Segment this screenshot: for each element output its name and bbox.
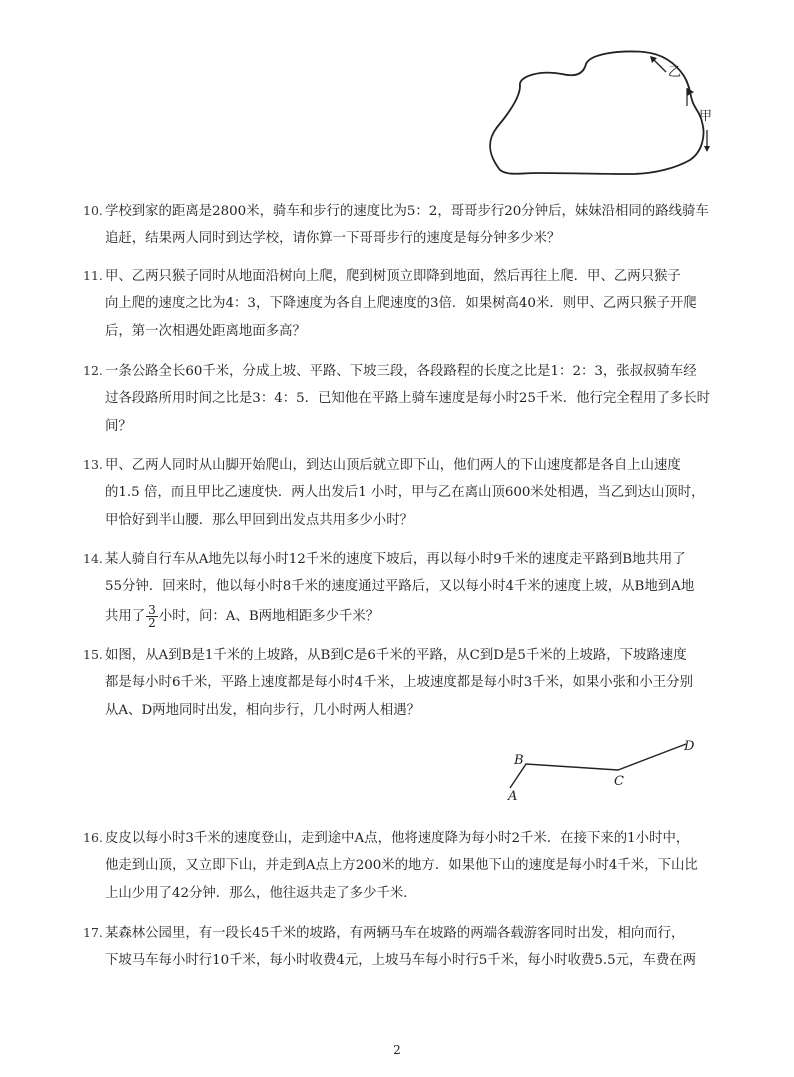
problem-number: 17. bbox=[83, 925, 103, 940]
problem-text: 甲恰好到半山腰．那么甲回到出发点共用多少小时？ bbox=[105, 513, 413, 528]
problem-text: 某森林公园里，有一段长45千米的坡路，有两辆马车在坡路的两端各载游客同时出发，相向而行， bbox=[105, 926, 685, 941]
problem-text: 间？ bbox=[105, 419, 132, 434]
problem-number: 10. bbox=[83, 203, 103, 218]
problem-text: 学校到家的距离是2800米，骑车和步行的速度比为5：2，哥哥步行20分钟后，妹妹沿相同的路线骑车 bbox=[105, 204, 709, 219]
problem-13 bbox=[83, 451, 723, 535]
point-label-d: D bbox=[684, 739, 695, 754]
problem-number: 15. bbox=[83, 647, 103, 662]
problem-text: 追赶，结果两人同时到达学校，请你算一下哥哥步行的速度是每分钟多少米？ bbox=[105, 231, 561, 246]
problem-text: 从A、D两地同时出发，相向步行，几小时两人相遇？ bbox=[105, 703, 420, 718]
fraction-denominator: 2 bbox=[148, 616, 156, 630]
problem-text: 上山少用了42分钟．那么，他往返共走了多少千米． bbox=[105, 886, 417, 901]
problem-12 bbox=[83, 357, 723, 441]
problem-15 bbox=[83, 641, 723, 725]
point-label-a: A bbox=[508, 789, 518, 804]
problem-number: 16. bbox=[83, 830, 103, 845]
loop-path-figure bbox=[480, 48, 720, 188]
point-label-b: B bbox=[514, 753, 524, 768]
problem-text: 甲、乙两人同时从山脚开始爬山，到达山顶后就立即下山，他们两人的下山速度都是各自上山速度 bbox=[105, 458, 681, 473]
problem-text: 他走到山顶，又立即下山，并走到A点上方200米的地方．如果他下山的速度是每小时4千米，下山比 bbox=[105, 858, 698, 873]
problem-14 bbox=[83, 545, 723, 633]
problem-text: 的1.5 倍，而且甲比乙速度快．两人出发后1 小时，甲与乙在离山顶600米处相遇，当乙到达山顶时， bbox=[105, 485, 705, 500]
problem-text: 一条公路全长60千米，分成上坡、平路、下坡三段，各段路程的长度之比是1：2：3，张叔叔骑车经 bbox=[105, 364, 697, 379]
slope-path bbox=[510, 744, 686, 788]
problem-text: 小时，问：A、B两地相距多少千米？ bbox=[158, 609, 380, 624]
problem-text: 过各段路所用时间之比是3：4：5．已知他在平路上骑车速度是每小时25千米．他行完全程用了多长时 bbox=[105, 391, 711, 406]
page-number: 2 bbox=[393, 1043, 401, 1057]
problem-text: 向上爬的速度之比为4：3，下降速度为各自上爬速度的3倍．如果树高40米．则甲、乙两只猴子开爬 bbox=[105, 296, 697, 311]
jia-arrowhead bbox=[704, 146, 710, 152]
problem-number: 13. bbox=[83, 457, 103, 472]
problem-text: 都是每小时6千米，平路上速度都是每小时4千米，上坡速度都是每小时3千米，如果小张和小王分别 bbox=[105, 675, 693, 690]
point-label-c: C bbox=[614, 774, 624, 789]
problem-text: 皮皮以每小时3千米的速度登山，走到途中A点，他将速度降为每小时2千米．在接下来的1小时中， bbox=[105, 831, 690, 846]
problem-17 bbox=[83, 919, 723, 975]
problem-16 bbox=[83, 824, 723, 908]
yi-label: 乙 bbox=[668, 65, 682, 80]
problem-10 bbox=[83, 197, 723, 253]
problem-11 bbox=[83, 262, 723, 346]
problem-text: 后，第一次相遇处距离地面多高？ bbox=[105, 324, 306, 339]
problem-text: 55分钟．回来时，他以每小时8千米的速度通过平路后，又以每小时4千米的速度上坡，从B地到A地 bbox=[105, 579, 695, 594]
fraction bbox=[146, 604, 158, 629]
jia-label: 甲 bbox=[699, 109, 713, 124]
problem-text: 如图，从A到B是1千米的上坡路，从B到C是6千米的平路，从C到D是5千米的上坡路，下坡路速度 bbox=[105, 648, 687, 663]
problem-text: 某人骑自行车从A地先以每小时12千米的速度下坡后，再以每小时9千米的速度走平路到B地共用了 bbox=[105, 552, 686, 567]
problem-number: 12. bbox=[83, 363, 103, 378]
problem-number: 11. bbox=[83, 268, 103, 283]
problem-text: 共用了 bbox=[105, 609, 146, 624]
problem-text: 甲、乙两只猴子同时从地面沿树向上爬，爬到树顶立即降到地面，然后再往上爬．甲、乙两只猴子 bbox=[105, 269, 681, 284]
fraction-numerator: 3 bbox=[148, 603, 156, 617]
slope-path-figure bbox=[498, 734, 713, 804]
problem-text: 下坡马车每小时行10千米，每小时收费4元，上坡马车每小时行5千米，每小时收费5.5元，车费在两 bbox=[105, 953, 696, 968]
problem-number: 14. bbox=[83, 551, 103, 566]
